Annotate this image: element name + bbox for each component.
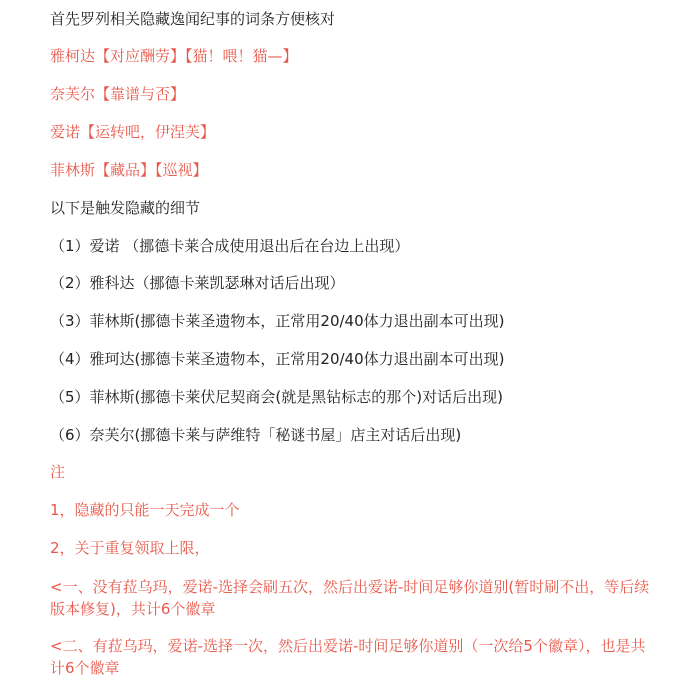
- note-item: 1，隐藏的只能一天完成一个: [50, 501, 240, 519]
- detail-item: （6）奈芙尔(挪德卡莱与萨维特「秘谜书屋」店主对话后出现): [50, 426, 462, 444]
- note-item: 2，关于重复领取上限，: [50, 539, 210, 557]
- detail-item: （2）雅科达（挪德卡莱凯瑟琳对话后出现）: [50, 274, 345, 292]
- hidden-entry-yakeda: 雅柯达【对应酬劳】【猫！喂！猫—】: [50, 47, 298, 65]
- detail-item: （3）菲林斯(挪德卡莱圣遗物本，正常用20/40体力退出副本可出现): [50, 312, 505, 330]
- hidden-entry-feilinsi: 菲林斯【藏品】【巡视】: [50, 161, 208, 179]
- note-subitem: <二、有菈乌玛，爱诺-选择一次，然后出爱诺-时间足够你道别（一次给5个徽章），也是共计6个徽章: [50, 637, 646, 677]
- detail-item: （4）雅珂达(挪德卡莱圣遗物本，正常用20/40体力退出副本可出现): [50, 350, 505, 368]
- notes-heading: 注: [50, 463, 66, 481]
- note-subitem: <一、没有菈乌玛，爱诺-选择会刷五次，然后出爱诺-时间足够你道别(暂时刷不出，等后续版本修复)，共计6个徽章: [50, 578, 650, 618]
- detail-item: （1）爱诺 （挪德卡莱合成使用退出后在台边上出现）: [50, 237, 410, 255]
- hidden-entry-ainuo: 爱诺【运转吧，伊涅芙】: [50, 123, 216, 141]
- details-heading: 以下是触发隐藏的细节: [50, 199, 201, 217]
- hidden-entry-naifuer: 奈芙尔【靠谱与否】: [50, 85, 186, 103]
- intro-text: 首先罗列相关隐藏逸闻纪事的词条方便核对: [50, 10, 336, 28]
- detail-item: （5）菲林斯(挪德卡莱伏尼契商会(就是黑钻标志的那个)对话后出现): [50, 388, 503, 406]
